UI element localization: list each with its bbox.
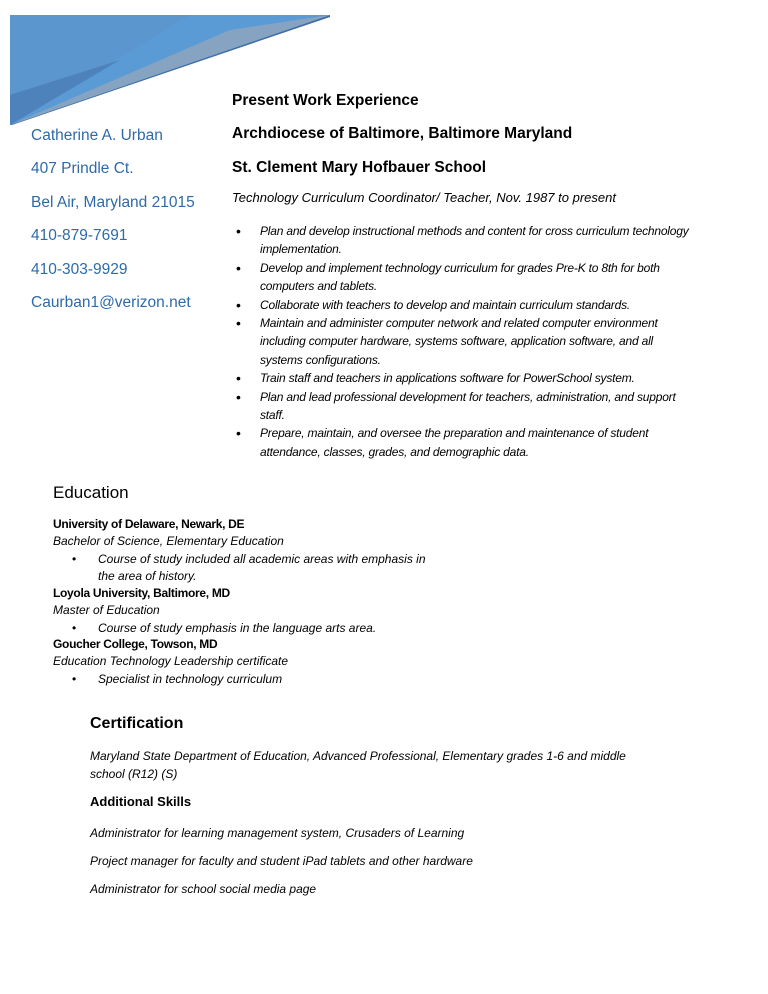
experience-bullet: • Plan and develop instructional methods and content for cross curriculum technology implementation. [232,222,692,259]
experience-bullet: • Maintain and administer computer network and related computer environment including computer hardware, systems software, application software, and all systems configurations. [232,314,692,369]
experience-bullet: • Plan and lead professional development for teachers, administration, and support staff. [232,388,692,425]
experience-bullet: • Train staff and teachers in applications software for PowerSchool system. [232,369,692,387]
school-name: St. Clement Mary Hofbauer School [232,159,487,176]
contact-name: Catherine A. Urban [31,127,163,144]
education-degree-3: Education Technology Leadership certificate [53,654,289,668]
employer-name: Archdiocese of Baltimore, Baltimore Maryland [232,125,573,142]
education-bullet: • Course of study emphasis in the language arts area. [72,621,377,635]
header-banner-graphic [0,0,340,130]
experience-bullet: • Develop and implement technology curriculum for grades Pre-K to 8th for both computers and tablets. [232,259,692,296]
education-bullet-text: Specialist in technology curriculum [98,672,283,686]
contact-phone-2: 410-303-9929 [31,261,128,278]
education-school-2: Loyola University, Baltimore, MD [53,586,230,600]
skills-heading: Additional Skills [90,794,192,809]
certification-line-1: Maryland State Department of Education, Advanced Professional, Elementary grades 1-6 and middle [90,749,626,763]
education-bullet: • Course of study included all academic areas with emphasis in [72,552,426,566]
education-heading: Education [53,483,129,502]
contact-street: 407 Prindle Ct. [31,160,134,177]
skill-item: Administrator for school social media page [90,882,317,896]
education-degree-1: Bachelor of Science, Elementary Education [53,534,284,548]
education-school-3: Goucher College, Towson, MD [53,637,218,651]
education-bullet-continuation: the area of history. [98,569,197,583]
education-bullet-text: Course of study emphasis in the language arts area. [98,621,377,635]
job-title: Technology Curriculum Coordinator/ Teacher, Nov. 1987 to present [232,190,616,205]
experience-bullet: • Prepare, maintain, and oversee the preparation and maintenance of student attendance, classes, grades, and demographic data. [232,424,692,461]
contact-phone-1: 410-879-7691 [31,227,128,244]
education-bullet-text: Course of study included all academic areas with emphasis in [98,552,426,566]
contact-city: Bel Air, Maryland 21015 [31,194,195,211]
certification-line-2: school (R12) (S) [90,767,178,781]
experience-bullet: • Collaborate with teachers to develop and maintain curriculum standards. [232,296,692,314]
certification-heading: Certification [90,715,184,732]
skill-item: Administrator for learning management system, Crusaders of Learning [90,826,465,840]
contact-email[interactable]: Caurban1@verizon.net [31,294,191,311]
experience-heading: Present Work Experience [232,92,419,109]
education-school-1: University of Delaware, Newark, DE [53,517,245,531]
education-bullet: • Specialist in technology curriculum [72,672,283,686]
education-degree-2: Master of Education [53,603,160,617]
skill-item: Project manager for faculty and student iPad tablets and other hardware [90,854,473,868]
experience-bullet-list [232,222,692,461]
